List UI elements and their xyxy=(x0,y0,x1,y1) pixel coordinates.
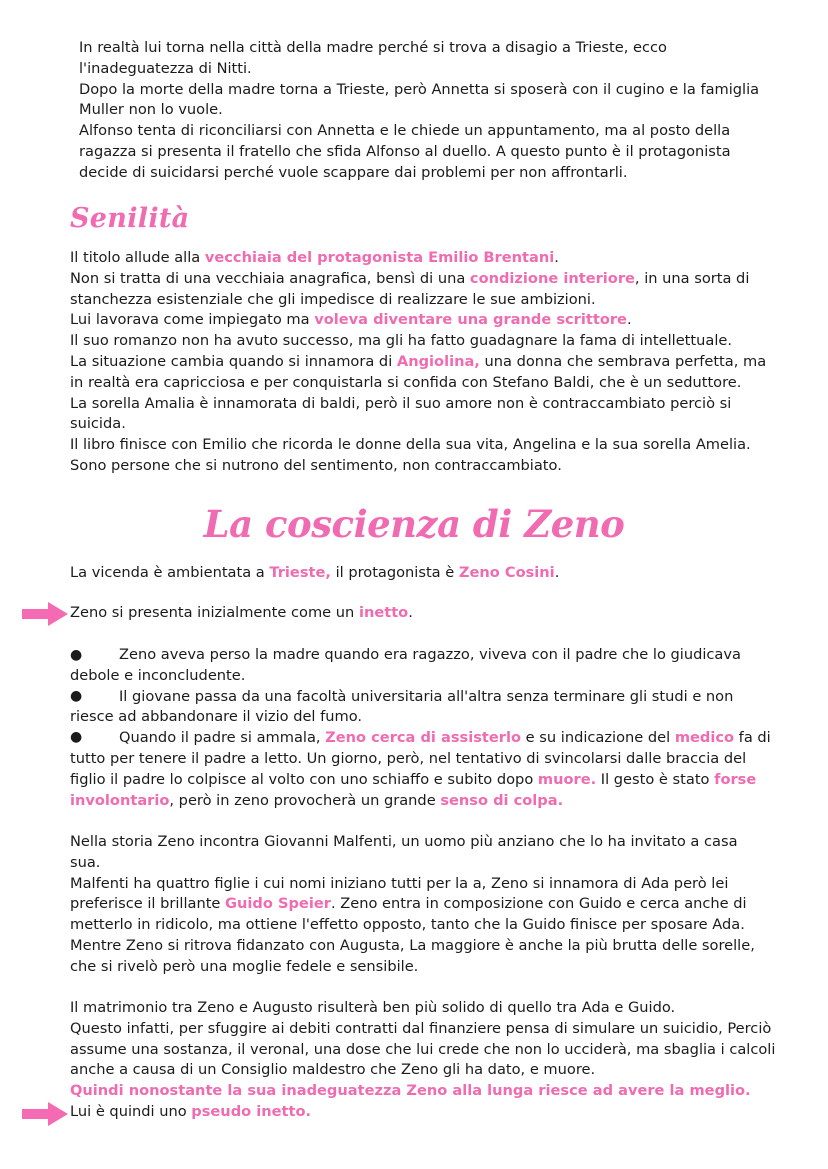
senilita-line: Il suo romanzo non ha avuto successo, ma gli ha fatto guadagnare la fama di intellettuale. xyxy=(70,332,732,350)
senilita-line: Il titolo allude alla vecchiaia del protagonista Emilio Brentani. xyxy=(70,249,559,266)
list-item: tutto per tenere il padre a letto. Un giorno, però, nel tentativo di svincolarsi dalle braccia del xyxy=(70,749,747,767)
arrow-right-icon xyxy=(22,602,68,626)
bullet-marker: ● xyxy=(70,647,83,663)
senilita-line: Sono persone che si nutrono del sentimento, non contraccambiato. xyxy=(70,456,562,474)
intro-paragraph xyxy=(79,38,759,184)
list-item: Il giovane passa da una facoltà universitaria all'altra senza terminare gli studi e non xyxy=(119,687,734,705)
list-item: Quando il padre si ammala, Zeno cerca di assisterlo e su indicazione del medico fa di xyxy=(119,729,771,747)
senilita-line: La sorella Amalia è innamorata di baldi, però il suo amore non è contraccambiato perciò si xyxy=(70,394,732,412)
intro-line: Muller non lo vuole. xyxy=(79,101,223,119)
intro-line: Alfonso tenta di riconciliarsi con Annetta e le chiede un appuntamento, ma al posto della xyxy=(79,122,731,140)
zeno-matrimonio-paragraph: Il matrimonio tra Zeno e Augusto risulterà ben più solido di quello tra Ada e Guido. Questo infatti, per sfuggire ai debiti contratti dal finanziere pensa di simulare un suicidio, Perciò assume una sostanza, il veronal, una dose che lui crede che non lo ucciderà, ma sbaglia i calcoli anche a causa di un Consiglio maldestro che Zeno gli ha dato, e muore. Quindi nonostante la sua inadeguatezza Zeno alla lunga riesce ad avere la meglio. Lui è quindi uno pseudo inetto. xyxy=(70,999,776,1120)
senilita-section xyxy=(70,248,766,477)
zeno-malfenti-paragraph: Nella storia Zeno incontra Giovanni Malfenti, un uomo più anziano che lo ha invitato a casa sua. Malfenti ha quattro figlie i cui nomi iniziano tutti per la a, Zeno si innamora di Ada però lei preferisce il brillante Guido Speier. Zeno entra in composizione con Guido e cerca anche di metterlo in ridicolo, ma ottiene l'effetto opposto, tanto che la Guido finisce per sposare Ada. Mentre Zeno si ritrova fidanzato con Augusta, La maggiore è anche la più brutta delle sorelle, che si rivelò però una moglie fedele e sensibile. xyxy=(70,833,755,975)
intro-line: l'inadeguatezza di Nitti. xyxy=(79,59,252,77)
list-item: riesce ad abbandonare il vizio del fumo. xyxy=(70,708,363,726)
senilita-line: suicida. xyxy=(70,415,126,433)
intro-line: Dopo la morte della madre torna a Trieste, però Annetta si sposerà con il cugino e la famiglia xyxy=(79,80,760,98)
arrow-right-icon xyxy=(22,1102,68,1126)
senilita-line: Non si tratta di una vecchiaia anagrafica, bensì di una condizione interiore, in una sorta di xyxy=(70,269,750,287)
zeno-setting: La vicenda è ambientata a Trieste, il protagonista è Zeno Cosini. xyxy=(70,564,560,581)
intro-line: decide di suicidarsi perché vuole scappare dai problemi per non affrontarli. xyxy=(79,163,628,181)
list-item: debole e inconcludente. xyxy=(70,666,246,684)
bullet-marker: ● xyxy=(70,688,83,704)
intro-line: ragazza si presenta il fratello che sfida Alfonso al duello. A questo punto è il protagonista xyxy=(79,142,731,160)
list-item: Zeno aveva perso la madre quando era ragazzo, viveva con il padre che lo giudicava xyxy=(119,646,741,663)
senilita-line: in realtà era capricciosa e per conquistarla si confida con Stefano Baldi, che è un seduttore. xyxy=(70,373,742,391)
intro-line: In realtà lui torna nella città della madre perché si trova a disagio a Trieste, ecco xyxy=(79,39,667,56)
senilita-line: stanchezza esistenziale che gli impedisce di realizzare le sue ambizioni. xyxy=(70,290,596,308)
zeno-bullet-list xyxy=(70,645,771,811)
zeno-inetto-line: Zeno si presenta inizialmente come un inetto. xyxy=(70,604,413,621)
senilita-line: La situazione cambia quando si innamora di Angiolina, una donna che sembrava perfetta, ma xyxy=(70,352,767,370)
senilita-heading: Senilità xyxy=(70,203,190,234)
senilita-line: Lui lavorava come impiegato ma voleva diventare una grande scrittore. xyxy=(70,311,632,329)
list-item: involontario, però in zeno provocherà un grande senso di colpa. xyxy=(70,791,564,809)
list-item: figlio il padre lo colpisce al volto con uno schiaffo e subito dopo muore. Il gesto è stato forse xyxy=(70,770,757,788)
bullet-marker: ● xyxy=(70,729,83,745)
senilita-line: Il libro finisce con Emilio che ricorda le donne della sua vita, Angelina e la sua sorella Amelia. xyxy=(70,436,751,454)
zeno-heading: La coscienza di Zeno xyxy=(203,502,625,546)
